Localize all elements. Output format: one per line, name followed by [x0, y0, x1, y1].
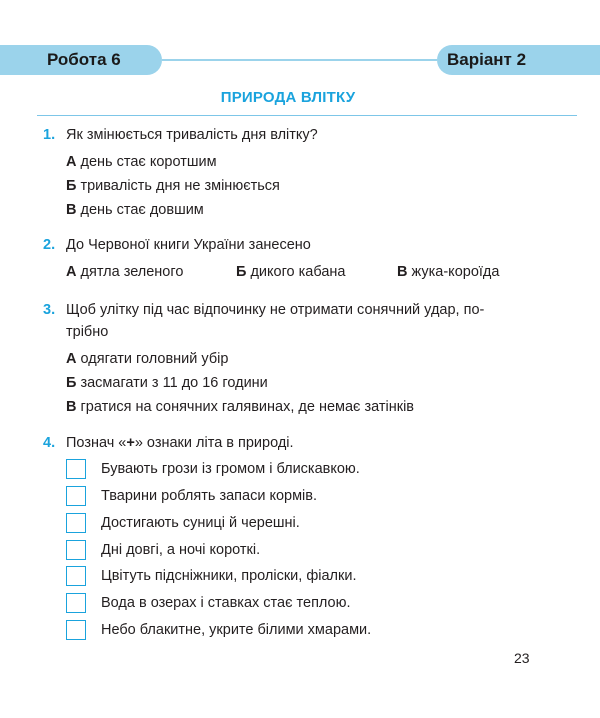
option-letter: Б	[66, 375, 77, 391]
question-1-text: Як змінюється тривалість дня влітку?	[66, 127, 318, 143]
option-letter: Б	[236, 264, 247, 280]
question-3-option-a	[66, 348, 228, 370]
question-4-text-before: Познач «	[66, 435, 127, 451]
question-2-text: До Червоної книги України занесено	[66, 237, 311, 253]
option-letter: А	[66, 154, 77, 170]
question-4-number: 4.	[43, 435, 56, 451]
option-letter: А	[66, 351, 77, 367]
question-2-option-c	[397, 261, 499, 283]
option-text: жука-короїда	[411, 264, 500, 280]
option-text: засмагати з 11 до 16 години	[80, 375, 268, 391]
option-text: дятла зеленого	[80, 264, 184, 280]
question-3	[43, 299, 543, 343]
option-letter: Б	[66, 178, 77, 194]
question-1-option-b	[66, 175, 280, 197]
checkbox-label: Достигають суниці й черешні.	[101, 515, 300, 531]
question-3-number: 3.	[43, 302, 56, 318]
question-1	[43, 124, 543, 146]
question-1-number: 1.	[43, 127, 56, 143]
question-2	[43, 234, 543, 256]
question-3-text-line2: трібно	[66, 324, 109, 340]
option-text: тривалість дня не змінюється	[80, 178, 280, 194]
checkbox-7[interactable]	[66, 620, 86, 640]
title-divider	[37, 115, 577, 116]
work-label-text: Робота 6	[47, 50, 121, 69]
question-3-text-line1: Щоб улітку під час відпочинку не отримати сонячний удар, по-	[66, 302, 485, 318]
checkbox-1[interactable]	[66, 459, 86, 479]
checkbox-label: Дні довгі, а ночі короткі.	[101, 542, 261, 558]
checkbox-2[interactable]	[66, 486, 86, 506]
checkbox-label: Цвітуть підсніжники, проліски, фіалки.	[101, 568, 357, 584]
page-number: 23	[514, 650, 530, 666]
option-letter: В	[397, 264, 408, 280]
checkbox-label: Небо блакитне, укрите білими хмарами.	[101, 622, 372, 638]
question-4-text-after: » ознаки літа в природі.	[134, 435, 294, 451]
option-text: дикого кабана	[250, 264, 346, 280]
option-letter: В	[66, 399, 77, 415]
option-letter: А	[66, 264, 77, 280]
question-2-number: 2.	[43, 237, 56, 253]
checkbox-label: Вода в озерах і ставках стає теплою.	[101, 595, 351, 611]
checkbox-6[interactable]	[66, 593, 86, 613]
header-divider	[162, 59, 437, 61]
checkbox-label: Бувають грози із громом і блискавкою.	[101, 461, 360, 477]
option-text: день стає коротшим	[80, 154, 217, 170]
question-3-option-b	[66, 372, 268, 394]
question-1-option-a	[66, 151, 217, 173]
checkbox-5[interactable]	[66, 566, 86, 586]
checkbox-4[interactable]	[66, 540, 86, 560]
checkbox-3[interactable]	[66, 513, 86, 533]
option-text: день стає довшим	[80, 202, 204, 218]
variant-label	[437, 45, 600, 75]
question-4	[43, 432, 543, 454]
option-text: гратися на сонячних галявинах, де немає затінків	[80, 399, 415, 415]
checkbox-label: Тварини роблять запаси кормів.	[101, 488, 318, 504]
question-2-option-b	[236, 261, 345, 283]
question-3-option-c	[66, 396, 414, 418]
option-letter: В	[66, 202, 77, 218]
plus-sign: +	[126, 435, 135, 451]
work-label	[37, 45, 162, 75]
variant-label-text: Варіант 2	[447, 50, 527, 69]
page-title: ПРИРОДА ВЛІТКУ	[220, 89, 356, 106]
question-1-option-c	[66, 199, 204, 221]
question-2-option-a	[66, 261, 183, 283]
option-text: одягати головний убір	[80, 351, 229, 367]
